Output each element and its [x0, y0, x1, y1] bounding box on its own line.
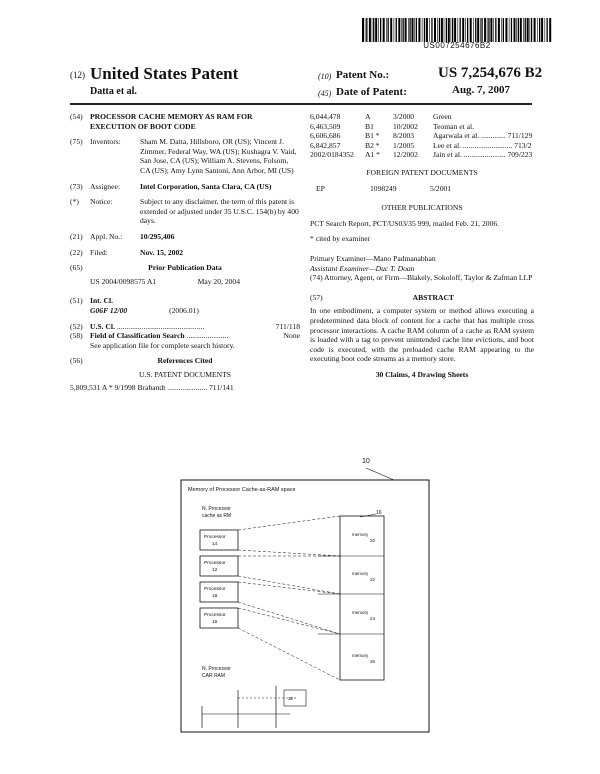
mapping-line — [238, 602, 340, 634]
processor-block — [200, 582, 238, 602]
figure-title: Memory of Processor Cache-as-RAM space — [188, 487, 296, 493]
field-intcl: (51) Int. Cl. G06F 12/00 (2006.01) — [70, 296, 199, 315]
barcode-number: US007254676B2 — [423, 41, 491, 50]
memory-area — [238, 516, 384, 680]
field-prior: (65) Prior Publication Data US 2004/0098575 A1 May 20, 2004 — [70, 263, 300, 286]
foreign-heading: FOREIGN PATENT DOCUMENTS — [366, 167, 478, 177]
svg-text:Processor: Processor — [204, 613, 226, 618]
field-assignee: (73) Assignee: Intel Corporation, Santa Clara, CA (US) — [70, 182, 300, 192]
citation-row: 2002/0184352 A1 * 12/2002 Jain et al. ...................... 709/223 — [310, 150, 533, 160]
citation-row: 6,463,509 B1 10/2002 Teoman et al. — [310, 121, 475, 131]
citation-row: 6,044,478 A 3/2000 Green — [310, 112, 452, 121]
header-code: (12) — [70, 70, 85, 80]
field-notice: (*) Notice: Subject to any disclaimer, the term of this patent is extended or adjusted under 35 U.S.C. 154(b) by 400 days. — [70, 197, 299, 226]
svg-text:memory: memory — [352, 653, 369, 658]
bottom-label-2: CAR RAM — [202, 673, 226, 679]
prior-pub: US 2004/0098575 A1 — [90, 276, 157, 286]
cache-label-2: cache as RM — [202, 513, 232, 519]
search-note: See application file for complete search history. — [90, 340, 235, 350]
abstract-heading: ABSTRACT — [412, 292, 454, 302]
svg-text:Processor: Processor — [204, 587, 226, 592]
us-doc-row: 5,809,531 A * 9/1998 Brabandt ..................... 711/141 — [70, 383, 234, 393]
appl-text: 10/295,406 — [140, 231, 175, 241]
mapping-line — [238, 608, 340, 634]
search-value: None — [283, 331, 300, 341]
patent-no-label: Patent No.: — [336, 69, 390, 81]
date-label: Date of Patent: — [336, 86, 407, 98]
references-heading: References Cited — [157, 356, 213, 366]
patent-figure — [180, 466, 430, 734]
mapping-line — [238, 628, 340, 680]
field-filed: (22) Filed: Nov. 15, 2002 — [70, 248, 300, 258]
date-value: Aug. 7, 2007 — [452, 84, 511, 96]
mapping-line — [238, 576, 340, 594]
svg-text:18: 18 — [212, 594, 218, 599]
bottom-num: 32 — [288, 696, 294, 701]
bottom-label-1: N. Processor — [202, 666, 231, 672]
svg-text:24: 24 — [370, 616, 376, 621]
header-inventor: Datta et al. — [90, 86, 137, 97]
mapping-line — [238, 582, 340, 594]
svg-text:14: 14 — [212, 542, 218, 547]
left-column — [70, 112, 300, 399]
svg-text:12: 12 — [212, 568, 218, 573]
processor-block — [200, 608, 238, 628]
field-inventors: (75) Inventors: Sham M. Datta, Hillsboro, OR (US); Vincent J. Zimmer, Federal Way, WA (US); Kushagra V. Vaid, San Jose, CA (US); William A. Stevens, Folsom, CA (US); Amy Lynn Santoni, Ann Arbor, MI (US) — [70, 137, 300, 175]
foreign-row: EP 1098249 5/2001 — [316, 183, 452, 193]
abstract-text: In one embodiment, a computer system or method allows executing a predetermined data block of content for a cache that has multiple cross processor interactions. A cache RAM column of a cache as RAM system is loaded with a tag to prevent unintended cache line evictions, and boot code is executed, with the preloaded cache RAM appearing to the executing boot code streams as a memory store. — [310, 306, 534, 364]
field-search: (58) Field of Classification Search ...................... None — [70, 331, 300, 341]
assignee-text: Intel Corporation, Santa Clara, CA (US) — [140, 181, 272, 191]
processor-block — [200, 556, 238, 576]
cited-by: * cited by examiner — [310, 234, 371, 244]
processor-block — [200, 530, 238, 550]
figure-ref-top: 10 — [362, 458, 370, 465]
primary-examiner: Primary Examiner—Mano Padmanabhan — [310, 253, 436, 263]
svg-text:Processor: Processor — [204, 535, 226, 540]
intcl-year: (2006.01) — [169, 305, 199, 315]
processor-blocks — [200, 530, 238, 628]
patent-no-code: (10) — [318, 72, 332, 81]
cache-label-1: N. Processor — [202, 506, 231, 512]
intcl-code: G06F 12/00 — [90, 305, 128, 315]
assistant-examiner: Assistant Examiner—Duc T. Doan — [310, 263, 415, 273]
svg-text:26: 26 — [370, 659, 376, 664]
citation-list — [310, 112, 534, 160]
date-code: (45) — [318, 89, 332, 98]
header-rule — [70, 103, 532, 105]
patent-title: PROCESSOR CACHE MEMORY AS RAM FOR EXECUTION OF BOOT CODE — [90, 112, 253, 131]
svg-text:memory: memory — [352, 610, 369, 615]
barcode — [362, 18, 552, 42]
inventors-text: Sham M. Datta, Hillsboro, OR (US); Vincent J. Zimmer, Federal Way, WA (US); Kushagra V. Vaid, San Jose, CA (US); William A. Stevens, Folsom, CA (US); Amy Lynn Santoni, Ann Arbor, MI (US) — [140, 137, 297, 175]
svg-text:20: 20 — [370, 538, 376, 543]
patent-no-value: US 7,254,676 B2 — [438, 65, 543, 81]
right-column: 6,044,478 A 3/2000 Green 6,463,509 B1 10/2002 Teoman et al. 6,606,686 B1 * 8/2003 Agarwala et al. ............. 711/129 6,842,857 B2 * 1/2005 Lee et al. .......................... 713/2 2002/0184352 A1 * 12/2002 Jain et al. ...................... 709/223 FOREIGN PATENT DOCUMENTS EP 1098249 5/2001 OTHER PUBLICATIONS PCT Search Report, PCT/US03/35 999, mailed Feb. 21, 2006. * cited by examiner Primary Examiner—Mano Padmanabhan Assistant Examiner—Duc T. Doan (74) Attorney, Agent, or Firm—Blakely, Sokoloff, Taylor & Zafman LLP (57) ABSTRACT In one embodiment, a computer system or method allows executing a predetermined data block of content for a cache that has multiple cross processor interactions. A cache RAM column of a cache as RAM system is loaded with a tag to prevent unintended cache line evictions, and boot code is executed, with the preloaded cache RAM appearing to the executing boot code streams as a memory store. 30 Claims, 4 Drawing Sheets — [310, 112, 534, 379]
attorney: (74) Attorney, Agent, or Firm—Blakely, Sokoloff, Taylor & Zafman LLP — [310, 273, 533, 283]
svg-text:16: 16 — [212, 620, 218, 625]
claims-line: 30 Claims, 4 Drawing Sheets — [375, 369, 469, 379]
citation-row: 6,842,857 B2 * 1/2005 Lee et al. .......................... 713/2 — [310, 140, 532, 150]
figure-ref-right: 16 — [376, 510, 382, 516]
prior-date: May 20, 2004 — [197, 276, 240, 286]
prior-heading: Prior Publication Data — [148, 263, 222, 273]
header-title: United States Patent — [90, 64, 239, 83]
field-appl: (21) Appl. No.: 10/295,406 — [70, 232, 300, 242]
us-docs-heading: U.S. PATENT DOCUMENTS — [139, 369, 231, 379]
citation-row: 6,606,686 B1 * 8/2003 Agarwala et al. ............. 711/129 — [310, 131, 533, 141]
svg-text:memory: memory — [352, 532, 369, 537]
other-pubs-text: PCT Search Report, PCT/US03/35 999, mailed Feb. 21, 2006. — [310, 218, 500, 228]
svg-text:memory: memory — [352, 571, 369, 576]
field-uscl: (52) U.S. Cl. .............................................. 711/118 — [70, 321, 300, 331]
svg-text:22: 22 — [370, 577, 376, 582]
svg-text:Processor: Processor — [204, 561, 226, 566]
other-pubs-heading: OTHER PUBLICATIONS — [381, 203, 463, 213]
mapping-line — [238, 516, 340, 530]
filed-text: Nov. 15, 2002 — [140, 247, 184, 257]
field-title: (54) PROCESSOR CACHE MEMORY AS RAM FOR EXECUTION OF BOOT CODE — [70, 112, 300, 131]
field-references: (56) References Cited U.S. PATENT DOCUMENTS 5,809,531 A * 9/1998 Brabandt ..................... 711/141 — [70, 356, 300, 393]
notice-text: Subject to any disclaimer, the term of this patent is extended or adjusted under 35 U.S.C. 154(b) by 400 days. — [140, 197, 299, 226]
mapping-line — [238, 550, 340, 556]
figure-pointer — [366, 468, 394, 480]
uscl-value: 711/118 — [275, 321, 300, 331]
